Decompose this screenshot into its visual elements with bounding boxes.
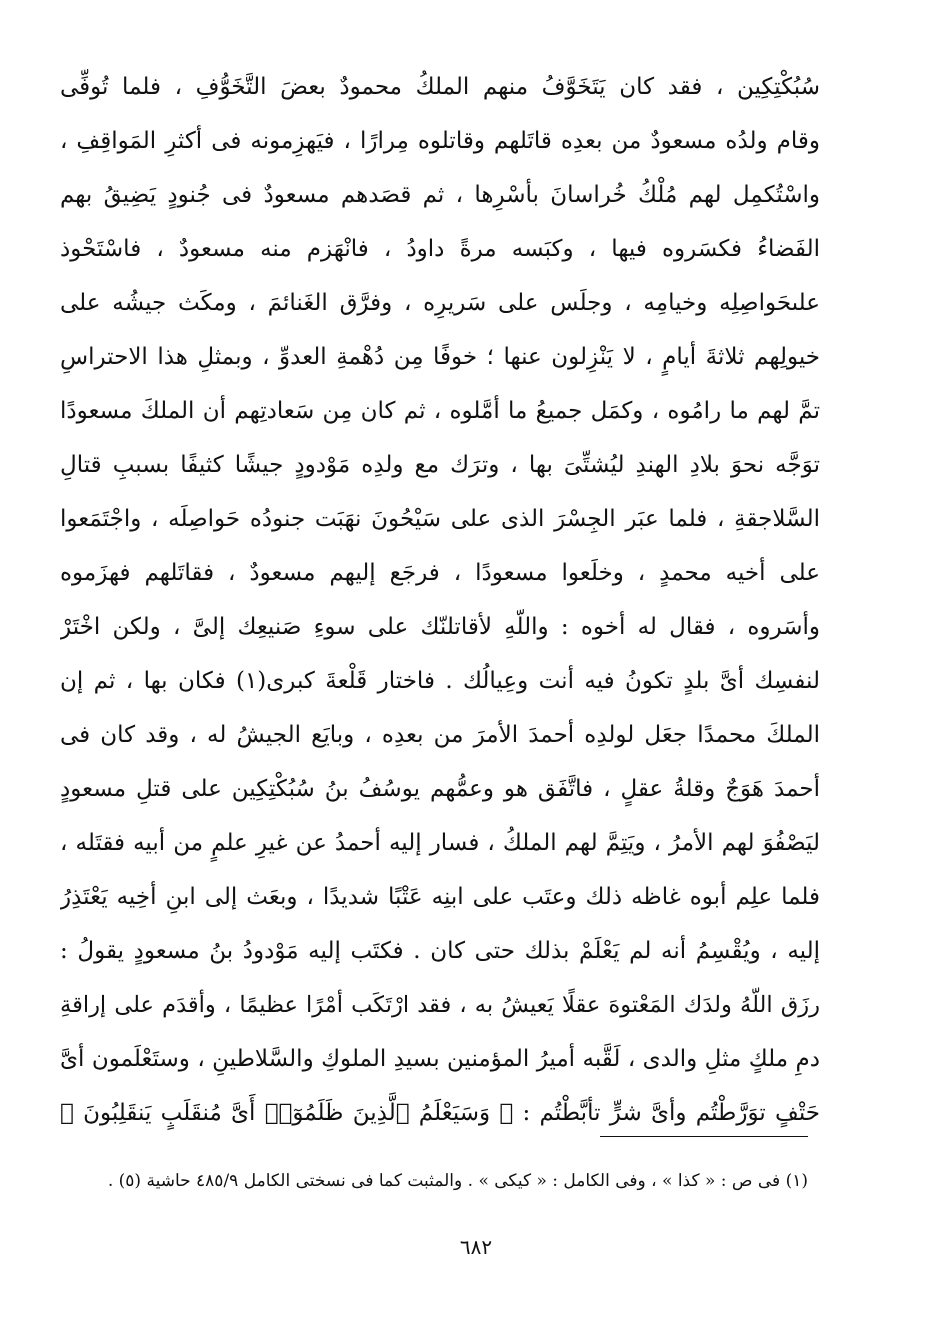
text-line: واسْتُكمِل لهم مُلْكُ خُراسانَ بأسْرِها ، ثم قصَدهم مسعودٌ فى جُنودٍ يَضِيقُ بهم <box>60 182 820 208</box>
text-line: الفَضاءُ فكسَروه فيها ، وكبَسه مرةً داودُ ، فانْهَزم منه مسعودٌ ، فاسْتَحْوذ <box>60 236 820 262</box>
text-line: أحمدَ هَوَجٌ وقلةُ عقلٍ ، فاتَّفَق هو وعمُّهم يوسُفُ بنُ سُبُكْتِكِين على قتلِ مسعودٍ <box>60 776 820 802</box>
footnote: (١) فى ص : « كذا » ، وفى الكامل : « كيكى » . والمثبت كما فى نسختى الكامل ٤٨٥/٩ حاشية (٥) . <box>107 1171 808 1191</box>
text-line: لنفسِك أىَّ بلدٍ تكونُ فيه أنت وعِيالُك . فاختار قَلْعةَ كبرى(١) فكان بها ، ثم إن <box>60 668 820 694</box>
text-line: وأسَروه ، فقال له أخوه : واللّهِ لأقاتلنّك على سوءِ صَنيعِك إلىَّ ، ولكن اخْتَرْ <box>60 614 820 640</box>
text-line: رزَق اللّهُ ولدَك المَعْتوهَ عقلًا يَعيشُ به ، فقد ارْتَكَب أمْرًا عظيمًا ، وأقدَم على إراقةِ <box>60 992 820 1018</box>
text-line: السَّلاجقةِ ، فلما عبَر الجِسْرَ الذى على سَيْحُونَ نهَبَت جنودُه حَواصِلَه ، واجْتَمَعوا <box>60 506 820 532</box>
text-line: دمِ ملكٍ مثلِ والدى ، لَقَّبه أميرُ المؤمنين بسيدِ الملوكِ والسَّلاطينِ ، وستَعْلَمون أىَّ <box>60 1046 820 1072</box>
text-line: فلما علِم أبوه غاظه ذلك وعتَب على ابنِه عَتْبًا شديدًا ، وبعَث إلى ابنِ أخِيه يَعْتَذِرُ <box>60 884 820 910</box>
text-line: توَجَّه نحوَ بلادِ الهندِ ليُشتِّىَ بها ، وترَك مع ولدِه مَوْدودٍ جيشًا كثيفًا بسببِ قتالِ <box>60 452 820 478</box>
body-text <box>60 60 820 1140</box>
page-number: ٦٨٢ <box>459 1235 493 1259</box>
text-line: وقام ولدُه مسعودٌ من بعدِه قاتَلهم وقاتلوه مِرارًا ، فيَهزِمونه فى أكثرِ المَواقِفِ ، <box>60 128 820 154</box>
text-line: تمَّ لهم ما رامُوه ، وكمَل جميعُ ما أمَّلوه ، ثم كان مِن سَعادتِهم أن الملكَ مسعودًا <box>60 398 820 424</box>
text-line: سُبُكْتِكِين ، فقد كان يَتَخَوَّفُ منهم الملكُ محمودٌ بعضَ التَّخَوُّفِ ، فلما تُوفِّى <box>60 74 820 100</box>
text-line: علىحَواصِلِه وخيامِه ، وجلَس على سَريرِه ، وفرَّق الغَنائمَ ، ومكَث جيشُه على <box>60 290 820 316</box>
text-line: خيولِهم ثلاثةَ أيامٍ ، لا يَنْزِلون عنها ؛ خوفًا مِن دُهْمةِ العدوِّ ، وبمثلِ هذا الاحتراسِ <box>60 344 820 370</box>
text-line: إليه ، ويُقْسِمُ أنه لم يَعْلَمْ بذلك حتى كان . فكتَب إليه مَوْدودُ بنُ مسعودٍ يقولُ : <box>60 938 820 964</box>
text-line: ليَصْفُوَ لهم الأمرُ ، ويَتِمَّ لهم الملكُ ، فسار إليه أحمدُ عن غيرِ علمٍ من أبيه فقتَله ، <box>60 830 820 856</box>
text-line: الملكَ محمدًا جعَل لولدِه أحمدَ الأمرَ من بعدِه ، وبايَع الجيشُ له ، وقد كان فى <box>60 722 820 748</box>
footnote-divider <box>600 1136 808 1137</box>
quran-verse-line: حَتْفٍ توَرَّطْتُم وأىَّ شرٍّ تأبَّطْتُم : ﴿ وَسَيَعْلَمُ ٱلَّذِينَ ظَلَمُوٓا۟ أَىَّ مُنقَلَبٍ يَنقَلِبُونَ ﴾ <box>60 1100 820 1126</box>
text-line: على أخيه محمدٍ ، وخلَعوا مسعودًا ، فرجَع إليهم مسعودٌ ، فقاتَلهم فهزَموه <box>60 560 820 586</box>
